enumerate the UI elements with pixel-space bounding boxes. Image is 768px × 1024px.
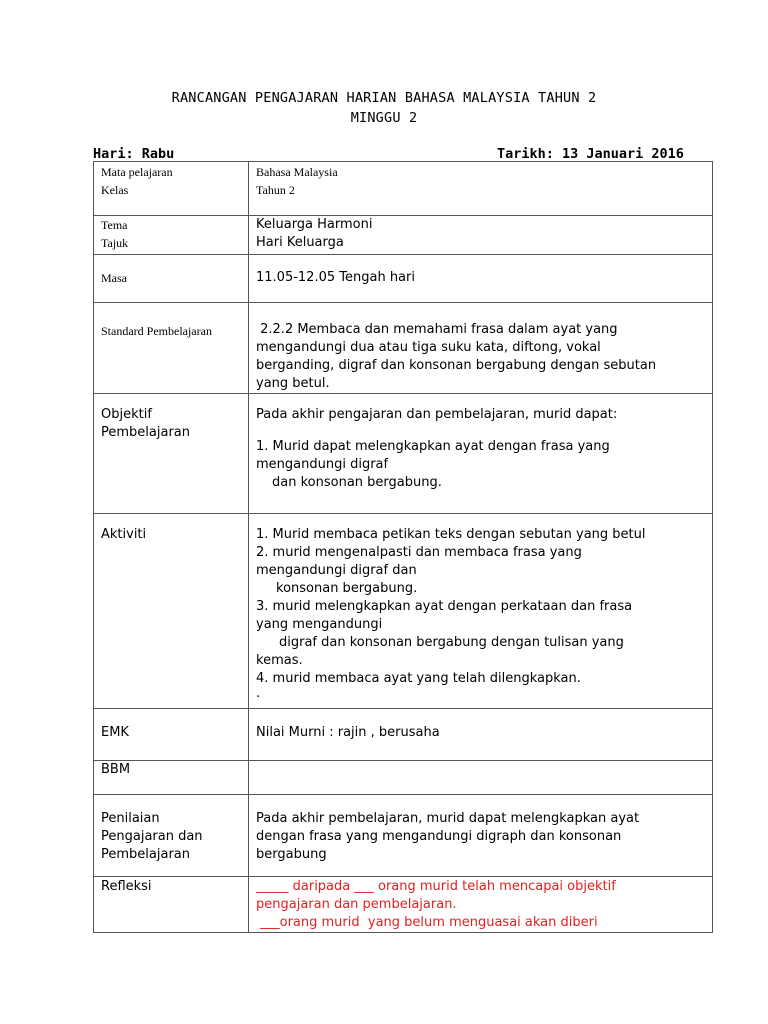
aktiviti-line-2: 2. murid mengenalpasti dan membaca frasa yang	[256, 545, 582, 560]
penilaian-label-cell	[94, 795, 249, 877]
refleksi-label-cell	[94, 877, 249, 933]
table-row-emk	[94, 709, 713, 761]
objektif-intro: Pada akhir pengajaran dan pembelajaran, murid dapat:	[256, 407, 618, 422]
objektif-line-3: dan konsonan bergabung.	[272, 475, 442, 490]
lesson-plan-table	[93, 161, 713, 933]
refleksi-label: Refleksi	[101, 879, 152, 894]
standard-line-4: yang betul.	[256, 376, 330, 391]
emk-value-cell	[249, 709, 713, 761]
table-row-standard	[94, 303, 713, 394]
objektif-line-1: 1. Murid dapat melengkapkan ayat dengan frasa yang	[256, 439, 610, 454]
bbm-label: BBM	[101, 762, 131, 777]
class-label: Kelas	[101, 183, 129, 197]
subject-label-cell	[94, 162, 249, 216]
bbm-label-cell	[94, 761, 249, 795]
objektif-value-cell	[249, 394, 713, 514]
penilaian-line-3: bergabung	[256, 847, 327, 862]
objektif-label: Objektif	[101, 407, 152, 422]
class-value: Tahun 2	[256, 183, 295, 197]
table-row-refleksi	[94, 877, 713, 933]
standard-value-cell	[249, 303, 713, 394]
aktiviti-line-5: 3. murid melengkapkan ayat dengan perkataan dan frasa	[256, 599, 633, 614]
refleksi-value-cell	[249, 877, 713, 933]
standard-line-1: 2.2.2 Membaca dan memahami frasa dalam ayat yang	[256, 322, 618, 337]
penilaian-label-3: Pembelajaran	[101, 847, 190, 862]
penilaian-line-2: dengan frasa yang mengandungi digraph dan konsonan	[256, 829, 622, 844]
masa-value-cell	[249, 255, 713, 303]
table-row-tema	[94, 216, 713, 255]
document-subtitle-week: MINGGU 2	[350, 110, 418, 126]
tema-label-cell	[94, 216, 249, 255]
penilaian-line-1: Pada akhir pembelajaran, murid dapat melengkapkan ayat	[256, 811, 640, 826]
standard-line-3: berganding, digraf dan konsonan bergabung dengan sebutan	[256, 358, 657, 373]
table-row-subject	[94, 162, 713, 216]
emk-value: Nilai Murni : rajin , berusaha	[256, 725, 440, 740]
emk-label: EMK	[101, 725, 129, 740]
subject-value-cell	[249, 162, 713, 216]
table-row-aktiviti	[94, 514, 713, 709]
date-label: Tarikh: 13 Januari 2016	[497, 146, 684, 162]
tema-value-cell	[249, 216, 713, 255]
standard-label-cell	[94, 303, 249, 394]
penilaian-label-2: Pengajaran dan	[101, 829, 203, 844]
tema-value: Keluarga Harmoni	[256, 217, 373, 232]
aktiviti-label-cell	[94, 514, 249, 709]
refleksi-line-1: _____ daripada ___ orang murid telah mencapai objektif	[256, 879, 616, 894]
objektif-line-2: mengandungi digraf	[256, 457, 389, 472]
subject-label: Mata pelajaran	[101, 165, 173, 179]
refleksi-line-3: ___orang murid yang belum menguasai akan diberi	[256, 915, 598, 930]
penilaian-value-cell	[249, 795, 713, 877]
tajuk-label: Tajuk	[101, 236, 129, 250]
aktiviti-line-1: 1. Murid membaca petikan teks dengan sebutan yang betul	[256, 527, 646, 542]
tajuk-value: Hari Keluarga	[256, 235, 344, 250]
emk-label-cell	[94, 709, 249, 761]
penilaian-label-1: Penilaian	[101, 811, 160, 826]
aktiviti-label: Aktiviti	[101, 527, 147, 542]
aktiviti-line-9: 4. murid membaca ayat yang telah dilengkapkan.	[256, 671, 581, 686]
aktiviti-line-6: yang mengandungi	[256, 617, 383, 632]
standard-label: Standard Pembelajaran	[101, 324, 212, 338]
masa-label: Masa	[101, 271, 127, 285]
aktiviti-line-4: konsonan bergabung.	[276, 581, 418, 596]
standard-line-2: mengandungi dua atau tiga suku kata, diftong, vokal	[256, 340, 601, 355]
tema-label: Tema	[101, 218, 128, 232]
table-row-objektif	[94, 394, 713, 514]
document-title: RANCANGAN PENGAJARAN HARIAN BAHASA MALAYSIA TAHUN 2	[171, 90, 597, 106]
aktiviti-line-7: digraf dan konsonan bergabung dengan tulisan yang	[279, 635, 624, 650]
masa-label-cell	[94, 255, 249, 303]
table-row-masa	[94, 255, 713, 303]
table-row-bbm	[94, 761, 713, 795]
subject-value: Bahasa Malaysia	[256, 165, 338, 179]
aktiviti-line-8: kemas.	[256, 653, 303, 668]
table-row-penilaian	[94, 795, 713, 877]
objektif-label-cell	[94, 394, 249, 514]
day-label: Hari: Rabu	[93, 146, 175, 162]
aktiviti-line-10: .	[256, 686, 261, 701]
aktiviti-line-3: mengandungi digraf dan	[256, 563, 417, 578]
masa-value: 11.05-12.05 Tengah hari	[256, 270, 415, 285]
pembelajaran-label: Pembelajaran	[101, 425, 190, 440]
bbm-value-cell	[249, 761, 713, 795]
aktiviti-value-cell	[249, 514, 713, 709]
refleksi-line-2: pengajaran dan pembelajaran.	[256, 897, 457, 912]
